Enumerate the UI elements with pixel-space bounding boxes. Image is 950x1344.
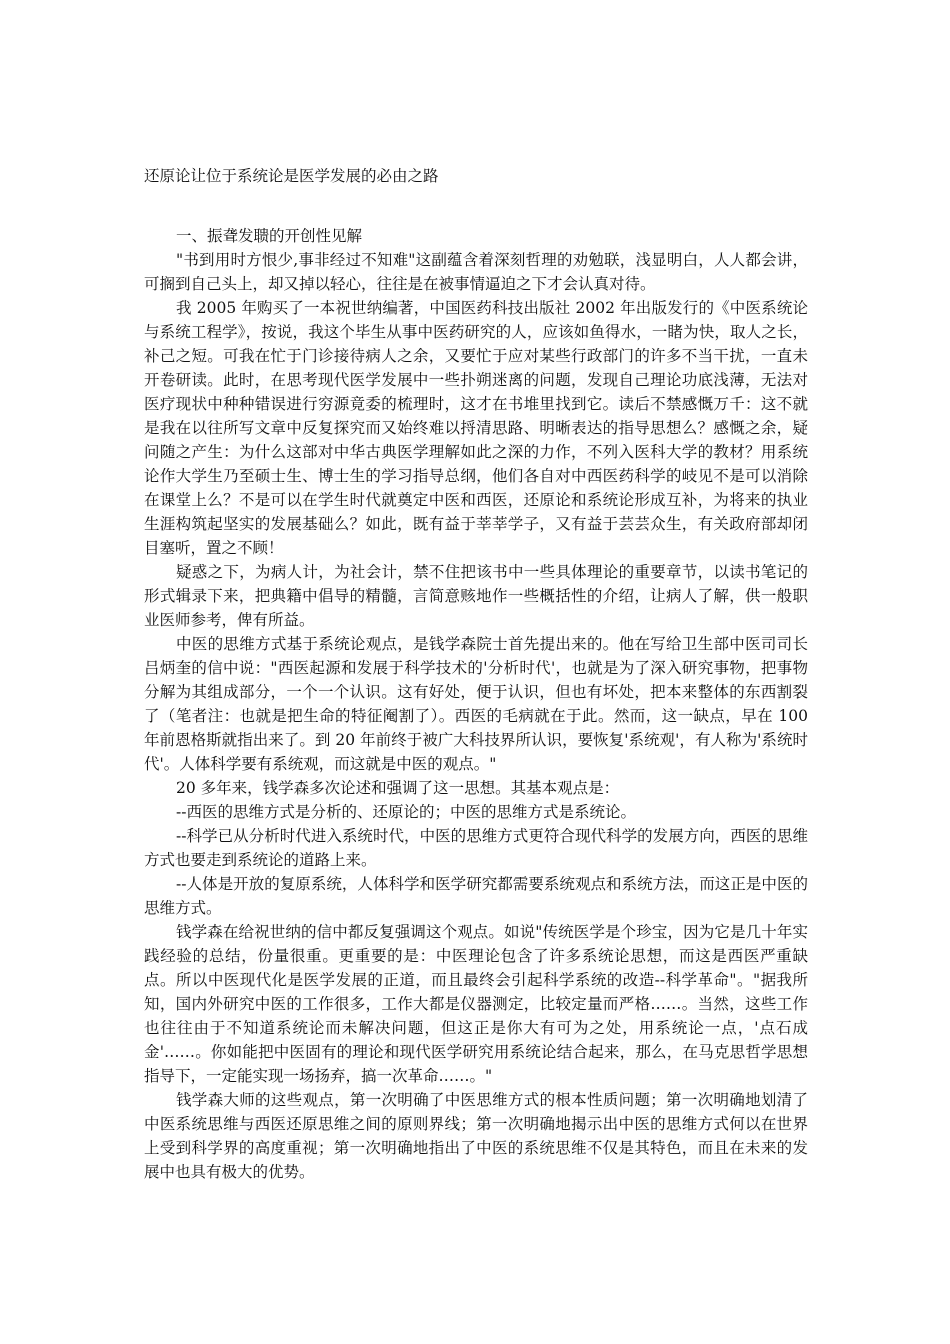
- paragraph: --科学已从分析时代进入系统时代，中医的思维方式更符合现代科学的发展方向，西医的思维方式也要走到系统论的道路上来。: [144, 827, 808, 869]
- paragraph: 钱学森在给祝世纳的信中都反复强调这个观点。如说"传统医学是个珍宝，因为它是几十年实践经验的总结，份量很重。更重要的是：中医理论包含了许多系统论思想，而这是西医严重缺点。所以中医现代化是医学发展的正道，而且最终会引起科学系统的改造--科学革命"。"据我所知，国内外研究中医的工作很多，工作大都是仪器测定，比较定量而严格……。当然，这些工作也往往由于不知道系统论而未解决问题，但这正是你大有可为之处，用系统论一点，'点石成金'……。你如能把中医固有的理论和现代医学研究用系统论结合起来，那么，在马克思哲学思想指导下，一定能实现一场扬弃，搞一次革命……。": [144, 923, 808, 1085]
- document-title: 还原论让位于系统论是医学发展的必由之路: [144, 167, 439, 185]
- paragraph: 疑惑之下，为病人计，为社会计，禁不住把该书中一些具体理论的重要章节，以读书笔记的形式辑录下来，把典籍中倡导的精髓，言简意赅地作一些概括性的介绍，让病人了解，供一般职业医师参考，俾有所益。: [144, 563, 808, 629]
- paragraph: 钱学森大师的这些观点，第一次明确了中医思维方式的根本性质问题；第一次明确地划清了中医系统思维与西医还原思维之间的原则界线；第一次明确地揭示出中医的思维方式何以在世界上受到科学界的高度重视；第一次明确地指出了中医的系统思维不仅是其特色，而且在未来的发展中也具有极大的优势。: [144, 1091, 808, 1181]
- paragraph: "书到用时方恨少,事非经过不知难"这副蕴含着深刻哲理的劝勉联，浅显明白，人人都会讲，可搁到自己头上，却又掉以轻心，往往是在被事情逼迫之下才会认真对待。: [144, 251, 808, 293]
- section-heading: 一、振聋发聩的开创性见解: [176, 227, 363, 245]
- paragraph: 我 2005 年购买了一本祝世纳编著，中国医药科技出版社 2002 年出版发行的《中医系统论与系统工程学》，按说，我这个毕生从事中医药研究的人，应该如鱼得水，一睹为快，取人之长，补己之短。可我在忙于门诊接待病人之余，又要忙于应对某些行政部门的许多不当干扰，一直未开卷研读。此时，在思考现代医学发展中一些扑朔迷离的问题，发现自己理论功底浅薄，无法对医疗现状中种种错误进行穷源竟委的梳理时，这才在书堆里找到它。读后不禁感慨万千：这不就是我在以往所写文章中反复探究而又始终难以捋清思路、明晰表达的指导思想么？感慨之余，疑问随之产生：为什么这部对中华古典医学理解如此之深的力作，不列入医科大学的教材？用系统论作大学生乃至硕士生、博士生的学习指导总纲，他们各自对中西医药科学的岐见不是可以消除在课堂上么？不是可以在学生时代就奠定中医和西医，还原论和系统论形成互补，为将来的执业生涯构筑起坚实的发展基础么？如此，既有益于莘莘学子，又有益于芸芸众生，有关政府部却闭目塞听，置之不顾！: [144, 299, 808, 557]
- paragraph: 20 多年来，钱学森多次论述和强调了这一思想。其基本观点是：: [176, 779, 620, 797]
- paragraph: --人体是开放的复原系统，人体科学和医学研究都需要系统观点和系统方法，而这正是中医的思维方式。: [144, 875, 808, 917]
- paragraph: 中医的思维方式基于系统论观点，是钱学森院士首先提出来的。他在写给卫生部中医司司长吕炳奎的信中说："西医起源和发展于科学技术的'分析时代'，也就是为了深入研究事物，把事物分解为其组成部分，一个一个认识。这有好处，便于认识，但也有坏处，把本来整体的东西割裂了（笔者注：也就是把生命的特征阉割了）。西医的毛病就在于此。然而，这一缺点，早在 100 年前恩格斯就指出来了。到 20 年前终于被广大科技界所认识，要恢复'系统观'，有人称为'系统时代'。人体科学要有系统观，而这就是中医的观点。": [144, 635, 808, 773]
- paragraph: --西医的思维方式是分析的、还原论的；中医的思维方式是系统论。: [176, 803, 636, 821]
- document-page: [144, 164, 808, 1184]
